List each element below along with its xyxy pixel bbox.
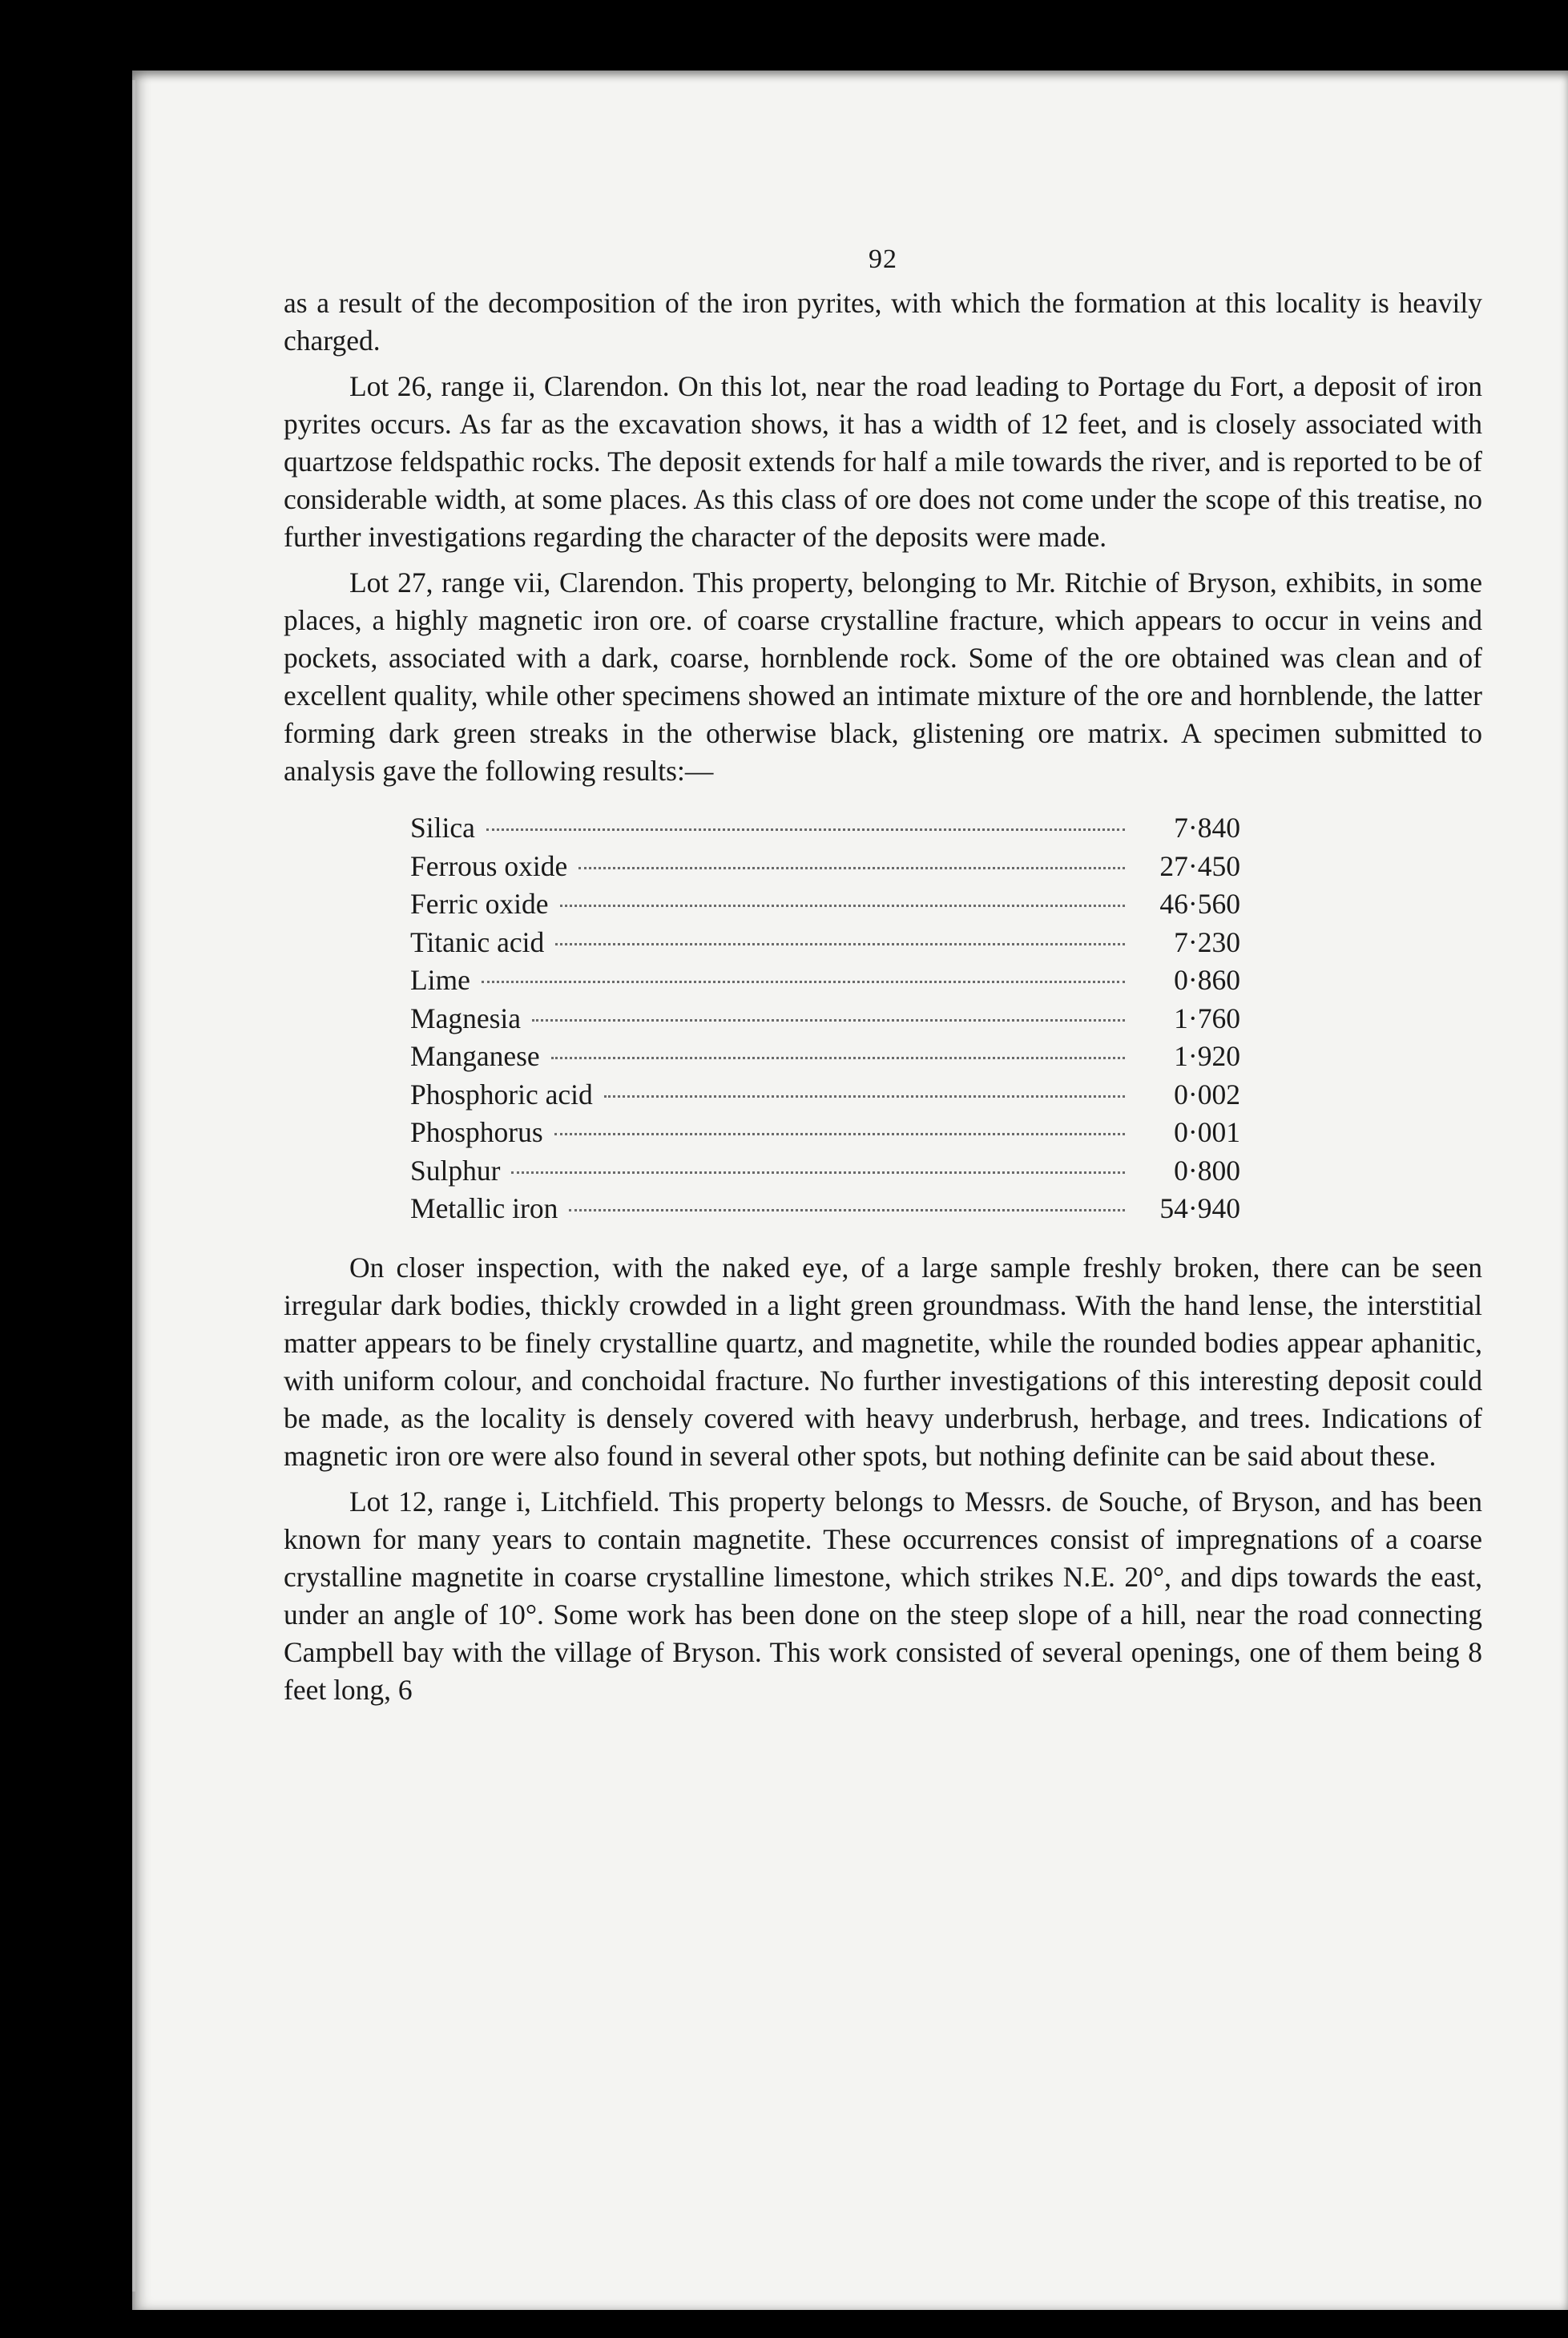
analysis-label: Phosphorus [410, 1116, 543, 1148]
analysis-row [410, 809, 1240, 848]
dot-leader [555, 943, 1125, 945]
analysis-row [410, 1114, 1240, 1152]
analysis-label: Phosphoric acid [410, 1078, 593, 1111]
analysis-label: Ferrous oxide [410, 849, 568, 882]
dot-leader [569, 1209, 1125, 1211]
analysis-label: Metallic iron [410, 1192, 558, 1224]
dot-leader [551, 1057, 1125, 1059]
analysis-value: 0·800 [1174, 1154, 1240, 1187]
paragraph-lot-26: Lot 26, range ii, Clarendon. On this lot, near the road leading to Portage du Fort, a deposit of iron pyrites occurs. As far as the excavation shows, it has a width of 12 feet, and is closely associated with quartzose feldspathic rocks. The deposit extends for half a mile towards the river, and is reported to be of considerable width, at some places. As this class of ore does not come under the scope of this treatise, no further investigations regarding the character of the deposits were made. [284, 370, 1482, 553]
analysis-value: 7·840 [1174, 812, 1240, 844]
page-number: 92 [869, 244, 897, 274]
analysis-row [410, 848, 1240, 886]
analysis-value: 46·560 [1159, 888, 1240, 920]
dot-leader [532, 1019, 1125, 1022]
analysis-row [410, 885, 1240, 924]
dot-leader [604, 1095, 1125, 1098]
analysis-row [410, 1038, 1240, 1076]
page-text [284, 240, 1482, 1709]
dot-leader [554, 1133, 1125, 1135]
analysis-label: Silica [410, 812, 475, 844]
analysis-value: 27·450 [1159, 849, 1240, 882]
analysis-value: 1·920 [1174, 1040, 1240, 1072]
analysis-value: 54·940 [1159, 1192, 1240, 1224]
analysis-row [410, 1076, 1240, 1115]
analysis-row [410, 1190, 1240, 1228]
analysis-row [410, 924, 1240, 962]
analysis-value: 0·002 [1174, 1078, 1240, 1111]
analysis-label: Lime [410, 964, 470, 996]
paragraph-closer-inspection: On closer inspection, with the naked eye, of a large sample freshly broken, there can be seen irregular dark bodies, thickly crowded in a light green groundmass. With the hand lense, the interstitial matter appears to be finely crystalline quartz, and magnetite, while the rounded bodies appear aphanitic, with uniform colour, and conchoidal fracture. No further investigations of this interesting deposit could be made, as the locality is densely covered with heavy underbrush, herbage, and trees. Indications of magnetic iron ore were also found in several other spots, but nothing definite can be said about these. [284, 1251, 1482, 1472]
analysis-table [410, 809, 1240, 1228]
analysis-label: Sulphur [410, 1154, 501, 1187]
analysis-label: Manganese [410, 1040, 540, 1072]
dot-leader [482, 981, 1125, 983]
page-edge-shadow [132, 80, 135, 2292]
paragraph-lot-12: Lot 12, range i, Litchfield. This property belongs to Messrs. de Souche, of Bryson, and has been known for many years to contain magnetite. These occurrences consist of impregnations of a coarse crystalline magnetite in coarse crystalline limestone, which strikes N.E. 20°, and dips towards the east, under an angle of 10°. Some work has been done on the steep slope of a hill, near the road connecting Campbell bay with the village of Bryson. This work consisted of several openings, one of them being 8 feet long, 6 [284, 1485, 1482, 1706]
paragraph-continuation: as a result of the decomposition of the iron pyrites, with which the formation at this locality is heavily charged. [284, 287, 1482, 357]
analysis-label: Ferric oxide [410, 888, 549, 920]
analysis-label: Magnesia [410, 1002, 522, 1034]
paragraph-lot-27: Lot 27, range vii, Clarendon. This property, belonging to Mr. Ritchie of Bryson, exhibits, in some places, a highly magnetic iron ore. of coarse crystalline fracture, which appears to occur in veins and pockets, associated with a dark, coarse, hornblende rock. Some of the ore obtained was clean and of excellent quality, while other specimens showed an intimate mixture of the ore and hornblende, the latter forming dark green streaks in the otherwise black, glistening ore matrix. A specimen submitted to analysis gave the following results:— [284, 566, 1482, 787]
analysis-row [410, 961, 1240, 1000]
analysis-value: 7·230 [1174, 925, 1240, 958]
dot-leader [578, 867, 1125, 869]
analysis-value: 0·860 [1174, 964, 1240, 996]
analysis-label: Titanic acid [410, 925, 545, 958]
dot-leader [486, 828, 1125, 831]
dot-leader [560, 905, 1125, 907]
analysis-row [410, 1152, 1240, 1191]
analysis-value: 1·760 [1174, 1002, 1240, 1034]
analysis-row [410, 1000, 1240, 1038]
dot-leader [511, 1171, 1125, 1174]
analysis-value: 0·001 [1174, 1116, 1240, 1148]
